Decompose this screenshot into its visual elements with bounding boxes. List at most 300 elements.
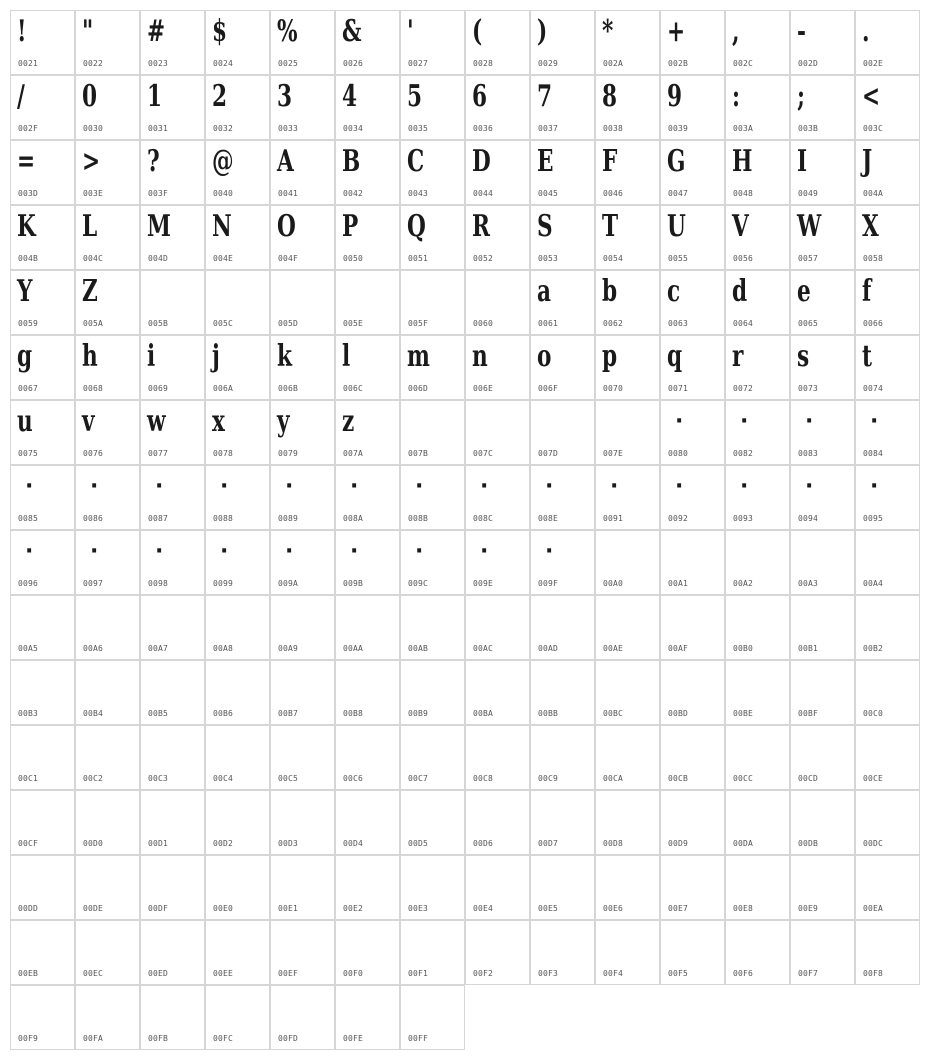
glyph-cell[interactable] <box>790 400 855 465</box>
glyph-cell[interactable] <box>855 205 920 270</box>
glyph-cell[interactable] <box>10 920 75 985</box>
glyph-cell[interactable] <box>855 790 920 855</box>
glyph-cell[interactable] <box>855 595 920 660</box>
glyph-cell[interactable] <box>595 205 660 270</box>
codepoint-label: 00EC <box>83 969 104 978</box>
glyph-cell[interactable] <box>595 10 660 75</box>
codepoint-label: 007B <box>408 449 429 458</box>
glyph-cell[interactable] <box>790 75 855 140</box>
glyph-cell[interactable] <box>530 595 595 660</box>
glyph-cell[interactable] <box>855 855 920 920</box>
glyph-cell[interactable] <box>270 205 335 270</box>
glyph-preview: + <box>667 14 686 49</box>
glyph-preview: · <box>220 539 229 564</box>
glyph-cell[interactable] <box>400 465 465 530</box>
glyph-cell[interactable] <box>400 140 465 205</box>
glyph-cell[interactable] <box>270 400 335 465</box>
glyph-cell[interactable] <box>660 725 725 790</box>
glyph-cell[interactable] <box>270 855 335 920</box>
glyph-cell[interactable] <box>140 530 205 595</box>
glyph-cell[interactable] <box>790 855 855 920</box>
glyph-cell[interactable] <box>465 400 530 465</box>
codepoint-label: 0041 <box>278 189 299 198</box>
glyph-cell[interactable] <box>205 270 270 335</box>
glyph-preview: p <box>602 339 618 374</box>
glyph-cell[interactable] <box>75 725 140 790</box>
glyph-cell[interactable] <box>595 920 660 985</box>
glyph-cell[interactable] <box>465 140 530 205</box>
glyph-cell[interactable] <box>10 725 75 790</box>
codepoint-label: 00C9 <box>538 774 559 783</box>
glyph-cell[interactable] <box>465 725 530 790</box>
glyph-cell[interactable] <box>595 140 660 205</box>
glyph-cell[interactable] <box>205 10 270 75</box>
glyph-cell[interactable] <box>725 660 790 725</box>
glyph-cell[interactable] <box>530 205 595 270</box>
codepoint-label: 0028 <box>473 59 494 68</box>
codepoint-label: 0071 <box>668 384 689 393</box>
glyph-cell[interactable] <box>335 790 400 855</box>
glyph-cell[interactable] <box>400 920 465 985</box>
glyph-cell[interactable] <box>790 920 855 985</box>
glyph-preview: ( <box>472 14 483 49</box>
codepoint-label: 00D5 <box>408 839 429 848</box>
codepoint-label: 0088 <box>213 514 234 523</box>
codepoint-label: 00A7 <box>148 644 169 653</box>
glyph-cell[interactable] <box>530 660 595 725</box>
glyph-cell[interactable] <box>660 10 725 75</box>
glyph-preview: ; <box>797 79 805 114</box>
codepoint-label: 00D7 <box>538 839 559 848</box>
glyph-cell[interactable] <box>205 790 270 855</box>
glyph-cell[interactable] <box>75 10 140 75</box>
glyph-cell[interactable] <box>140 75 205 140</box>
glyph-cell[interactable] <box>465 205 530 270</box>
glyph-cell[interactable] <box>725 140 790 205</box>
glyph-cell[interactable] <box>400 790 465 855</box>
glyph-cell[interactable] <box>205 465 270 530</box>
glyph-cell[interactable] <box>270 335 335 400</box>
glyph-preview: · <box>155 539 164 564</box>
glyph-cell[interactable] <box>75 75 140 140</box>
glyph-cell[interactable] <box>660 140 725 205</box>
glyph-preview: · <box>805 474 814 499</box>
glyph-cell[interactable] <box>400 75 465 140</box>
glyph-cell[interactable] <box>725 855 790 920</box>
glyph-preview: , <box>732 14 740 49</box>
codepoint-label: 00C7 <box>408 774 429 783</box>
glyph-cell[interactable] <box>660 335 725 400</box>
glyph-cell[interactable] <box>270 595 335 660</box>
glyph-cell[interactable] <box>270 790 335 855</box>
glyph-cell[interactable] <box>140 595 205 660</box>
glyph-cell[interactable] <box>335 75 400 140</box>
glyph-cell[interactable] <box>205 920 270 985</box>
glyph-cell[interactable] <box>205 725 270 790</box>
glyph-cell[interactable] <box>595 335 660 400</box>
glyph-cell[interactable] <box>75 530 140 595</box>
glyph-cell[interactable] <box>400 400 465 465</box>
glyph-cell[interactable] <box>855 10 920 75</box>
codepoint-label: 0084 <box>863 449 884 458</box>
glyph-cell[interactable] <box>205 855 270 920</box>
glyph-cell[interactable] <box>335 140 400 205</box>
glyph-preview: q <box>667 339 683 374</box>
glyph-cell[interactable] <box>400 530 465 595</box>
codepoint-label: 00EA <box>863 904 884 913</box>
glyph-cell[interactable] <box>595 400 660 465</box>
glyph-cell[interactable] <box>660 205 725 270</box>
glyph-cell[interactable] <box>725 75 790 140</box>
glyph-cell[interactable] <box>270 465 335 530</box>
glyph-cell[interactable] <box>205 595 270 660</box>
glyph-cell[interactable] <box>465 335 530 400</box>
glyph-preview: O <box>277 209 296 244</box>
glyph-cell[interactable] <box>530 855 595 920</box>
glyph-cell[interactable] <box>75 205 140 270</box>
glyph-cell[interactable] <box>530 920 595 985</box>
glyph-cell[interactable] <box>270 920 335 985</box>
glyph-preview: e <box>797 274 811 309</box>
glyph-cell[interactable] <box>855 400 920 465</box>
glyph-cell[interactable] <box>270 75 335 140</box>
glyph-cell[interactable] <box>75 790 140 855</box>
codepoint-label: 00B9 <box>408 709 429 718</box>
glyph-cell[interactable] <box>10 465 75 530</box>
glyph-cell[interactable] <box>205 335 270 400</box>
glyph-preview: · <box>870 474 879 499</box>
glyph-cell[interactable] <box>725 335 790 400</box>
glyph-cell[interactable] <box>10 855 75 920</box>
codepoint-label: 00D6 <box>473 839 494 848</box>
glyph-cell[interactable] <box>75 400 140 465</box>
glyph-cell[interactable] <box>725 790 790 855</box>
glyph-cell[interactable] <box>530 530 595 595</box>
glyph-cell[interactable] <box>465 465 530 530</box>
glyph-preview: ) <box>537 14 548 49</box>
glyph-cell[interactable] <box>465 855 530 920</box>
glyph-cell[interactable] <box>75 985 140 1050</box>
glyph-cell[interactable] <box>595 595 660 660</box>
glyph-cell[interactable] <box>270 985 335 1050</box>
glyph-cell[interactable] <box>205 400 270 465</box>
glyph-cell[interactable] <box>595 75 660 140</box>
glyph-cell[interactable] <box>205 985 270 1050</box>
codepoint-label: 00AF <box>668 644 689 653</box>
glyph-cell[interactable] <box>75 270 140 335</box>
glyph-cell[interactable] <box>10 205 75 270</box>
glyph-cell[interactable] <box>335 920 400 985</box>
glyph-cell[interactable] <box>270 140 335 205</box>
glyph-cell[interactable] <box>725 725 790 790</box>
codepoint-label: 00C8 <box>473 774 494 783</box>
glyph-cell[interactable] <box>335 855 400 920</box>
glyph-cell[interactable] <box>205 140 270 205</box>
glyph-cell[interactable] <box>855 140 920 205</box>
glyph-cell[interactable] <box>855 530 920 595</box>
glyph-cell[interactable] <box>10 790 75 855</box>
codepoint-label: 0079 <box>278 449 299 458</box>
glyph-cell[interactable] <box>75 660 140 725</box>
glyph-cell[interactable] <box>335 725 400 790</box>
codepoint-label: 00F0 <box>343 969 364 978</box>
glyph-cell[interactable] <box>335 530 400 595</box>
glyph-cell[interactable] <box>595 725 660 790</box>
glyph-preview: 8 <box>602 79 618 114</box>
glyph-cell[interactable] <box>725 270 790 335</box>
glyph-cell[interactable] <box>140 205 205 270</box>
glyph-cell[interactable] <box>140 140 205 205</box>
glyph-cell[interactable] <box>75 140 140 205</box>
glyph-cell[interactable] <box>595 530 660 595</box>
glyph-cell[interactable] <box>790 660 855 725</box>
glyph-cell[interactable] <box>725 205 790 270</box>
glyph-cell[interactable] <box>10 270 75 335</box>
glyph-cell[interactable] <box>725 920 790 985</box>
glyph-cell[interactable] <box>530 75 595 140</box>
glyph-cell[interactable] <box>400 270 465 335</box>
codepoint-label: 006A <box>213 384 234 393</box>
glyph-cell[interactable] <box>855 465 920 530</box>
codepoint-label: 0025 <box>278 59 299 68</box>
glyph-cell[interactable] <box>660 270 725 335</box>
glyph-cell[interactable] <box>75 465 140 530</box>
glyph-cell[interactable] <box>530 465 595 530</box>
glyph-cell[interactable] <box>530 270 595 335</box>
glyph-cell[interactable] <box>140 10 205 75</box>
glyph-cell[interactable] <box>855 270 920 335</box>
glyph-cell[interactable] <box>10 985 75 1050</box>
glyph-cell[interactable] <box>725 465 790 530</box>
glyph-cell[interactable] <box>530 335 595 400</box>
codepoint-label: 00ED <box>148 969 169 978</box>
glyph-preview: v <box>82 404 95 439</box>
glyph-cell[interactable] <box>530 400 595 465</box>
glyph-cell[interactable] <box>205 530 270 595</box>
codepoint-label: 00D1 <box>148 839 169 848</box>
glyph-cell[interactable] <box>530 790 595 855</box>
glyph-cell[interactable] <box>140 400 205 465</box>
glyph-cell[interactable] <box>10 140 75 205</box>
glyph-cell[interactable] <box>530 140 595 205</box>
glyph-cell[interactable] <box>400 985 465 1050</box>
glyph-cell[interactable] <box>400 335 465 400</box>
glyph-cell[interactable] <box>335 335 400 400</box>
glyph-preview: K <box>17 209 36 244</box>
codepoint-label: 00E3 <box>408 904 429 913</box>
glyph-cell[interactable] <box>790 205 855 270</box>
codepoint-label: 004C <box>83 254 104 263</box>
glyph-cell[interactable] <box>140 335 205 400</box>
glyph-preview: o <box>537 339 552 374</box>
glyph-cell[interactable] <box>335 270 400 335</box>
glyph-cell[interactable] <box>140 465 205 530</box>
codepoint-label: 00EE <box>213 969 234 978</box>
glyph-cell[interactable] <box>335 205 400 270</box>
codepoint-label: 0087 <box>148 514 169 523</box>
codepoint-label: 002F <box>18 124 39 133</box>
glyph-cell[interactable] <box>75 595 140 660</box>
glyph-cell[interactable] <box>530 725 595 790</box>
codepoint-label: 0080 <box>668 449 689 458</box>
glyph-cell[interactable] <box>205 75 270 140</box>
glyph-cell[interactable] <box>855 725 920 790</box>
glyph-cell[interactable] <box>465 530 530 595</box>
glyph-cell[interactable] <box>140 725 205 790</box>
glyph-cell[interactable] <box>75 855 140 920</box>
glyph-cell[interactable] <box>270 725 335 790</box>
glyph-cell[interactable] <box>400 855 465 920</box>
codepoint-label: 006C <box>343 384 364 393</box>
codepoint-label: 006F <box>538 384 559 393</box>
codepoint-label: 00D9 <box>668 839 689 848</box>
glyph-preview: l <box>342 339 351 374</box>
glyph-preview: · <box>285 474 294 499</box>
glyph-cell[interactable] <box>530 10 595 75</box>
glyph-cell[interactable] <box>400 205 465 270</box>
glyph-preview: 7 <box>537 79 553 114</box>
glyph-cell[interactable] <box>790 270 855 335</box>
codepoint-label: 00CB <box>668 774 689 783</box>
glyph-cell[interactable] <box>465 10 530 75</box>
codepoint-label: 005F <box>408 319 429 328</box>
codepoint-label: 0037 <box>538 124 559 133</box>
glyph-cell[interactable] <box>140 920 205 985</box>
glyph-cell[interactable] <box>400 595 465 660</box>
glyph-cell[interactable] <box>465 595 530 660</box>
glyph-cell[interactable] <box>335 10 400 75</box>
codepoint-label: 0057 <box>798 254 819 263</box>
glyph-cell[interactable] <box>465 920 530 985</box>
codepoint-label: 00B0 <box>733 644 754 653</box>
glyph-cell[interactable] <box>270 270 335 335</box>
codepoint-label: 0053 <box>538 254 559 263</box>
glyph-cell[interactable] <box>75 335 140 400</box>
glyph-cell[interactable] <box>595 660 660 725</box>
glyph-cell[interactable] <box>790 140 855 205</box>
glyph-cell[interactable] <box>725 595 790 660</box>
glyph-cell[interactable] <box>140 270 205 335</box>
glyph-preview: x <box>212 404 225 439</box>
glyph-cell[interactable] <box>205 660 270 725</box>
glyph-cell[interactable] <box>790 10 855 75</box>
glyph-cell[interactable] <box>10 75 75 140</box>
glyph-cell[interactable] <box>725 10 790 75</box>
glyph-preview: · <box>415 539 424 564</box>
glyph-cell[interactable] <box>790 530 855 595</box>
codepoint-label: 0039 <box>668 124 689 133</box>
glyph-cell[interactable] <box>595 790 660 855</box>
glyph-cell[interactable] <box>855 335 920 400</box>
glyph-cell[interactable] <box>140 985 205 1050</box>
codepoint-label: 003E <box>83 189 104 198</box>
glyph-cell[interactable] <box>660 465 725 530</box>
codepoint-label: 00D3 <box>278 839 299 848</box>
codepoint-label: 0040 <box>213 189 234 198</box>
codepoint-label: 004D <box>148 254 169 263</box>
glyph-cell[interactable] <box>10 10 75 75</box>
glyph-cell[interactable] <box>465 75 530 140</box>
glyph-cell[interactable] <box>660 920 725 985</box>
glyph-cell[interactable] <box>140 790 205 855</box>
glyph-cell[interactable] <box>270 10 335 75</box>
glyph-cell[interactable] <box>465 660 530 725</box>
glyph-cell[interactable] <box>660 530 725 595</box>
glyph-cell[interactable] <box>10 530 75 595</box>
codepoint-label: 0022 <box>83 59 104 68</box>
codepoint-label: 0027 <box>408 59 429 68</box>
glyph-cell[interactable] <box>660 400 725 465</box>
glyph-cell[interactable] <box>400 10 465 75</box>
codepoint-label: 00F8 <box>863 969 884 978</box>
glyph-cell[interactable] <box>465 790 530 855</box>
glyph-cell[interactable] <box>465 270 530 335</box>
glyph-cell[interactable] <box>140 855 205 920</box>
glyph-preview: 6 <box>472 79 488 114</box>
glyph-cell[interactable] <box>790 335 855 400</box>
glyph-preview: E <box>537 144 554 179</box>
glyph-cell[interactable] <box>595 855 660 920</box>
glyph-cell[interactable] <box>660 595 725 660</box>
glyph-cell[interactable] <box>790 790 855 855</box>
glyph-cell[interactable] <box>660 790 725 855</box>
glyph-preview: 2 <box>212 79 228 114</box>
glyph-cell[interactable] <box>725 530 790 595</box>
glyph-cell[interactable] <box>855 920 920 985</box>
glyph-cell[interactable] <box>205 205 270 270</box>
glyph-cell[interactable] <box>595 465 660 530</box>
glyph-cell[interactable] <box>790 595 855 660</box>
codepoint-label: 005C <box>213 319 234 328</box>
glyph-cell[interactable] <box>10 335 75 400</box>
glyph-cell[interactable] <box>335 595 400 660</box>
codepoint-label: 00B7 <box>278 709 299 718</box>
glyph-cell[interactable] <box>335 400 400 465</box>
glyph-cell[interactable] <box>400 660 465 725</box>
glyph-cell[interactable] <box>790 725 855 790</box>
glyph-cell[interactable] <box>140 660 205 725</box>
glyph-cell[interactable] <box>335 465 400 530</box>
glyph-cell[interactable] <box>660 660 725 725</box>
glyph-preview: · <box>545 539 554 564</box>
glyph-cell[interactable] <box>335 660 400 725</box>
glyph-cell[interactable] <box>270 530 335 595</box>
glyph-preview: % <box>277 14 298 49</box>
glyph-cell[interactable] <box>75 920 140 985</box>
glyph-cell[interactable] <box>400 725 465 790</box>
glyph-preview: B <box>342 144 361 179</box>
codepoint-label: 004B <box>18 254 39 263</box>
codepoint-label: 0083 <box>798 449 819 458</box>
glyph-cell[interactable] <box>595 270 660 335</box>
glyph-cell[interactable] <box>660 855 725 920</box>
glyph-preview: = <box>17 144 36 179</box>
glyph-cell[interactable] <box>10 400 75 465</box>
codepoint-label: 00EF <box>278 969 299 978</box>
glyph-cell[interactable] <box>725 400 790 465</box>
codepoint-label: 00C3 <box>148 774 169 783</box>
glyph-cell[interactable] <box>10 595 75 660</box>
glyph-cell[interactable] <box>660 75 725 140</box>
glyph-cell[interactable] <box>270 660 335 725</box>
glyph-preview: g <box>17 339 33 374</box>
glyph-cell[interactable] <box>10 660 75 725</box>
glyph-cell[interactable] <box>855 75 920 140</box>
glyph-cell[interactable] <box>335 985 400 1050</box>
glyph-cell[interactable] <box>790 465 855 530</box>
glyph-cell[interactable] <box>855 660 920 725</box>
codepoint-label: 003A <box>733 124 754 133</box>
